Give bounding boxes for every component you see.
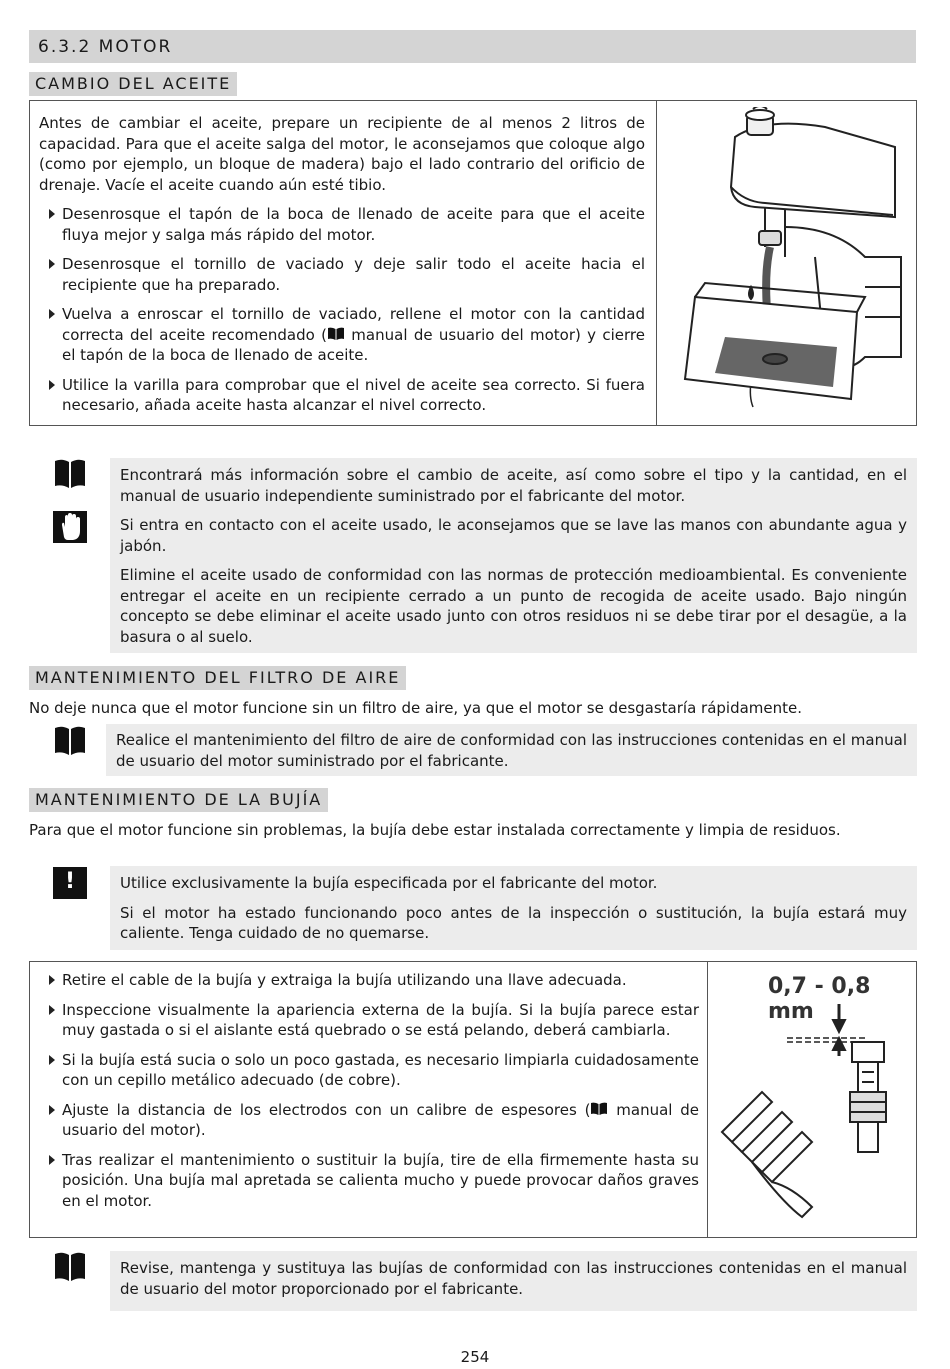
spark-plug-heading: MANTENIMIENTO DE LA BUJÍA	[29, 788, 328, 812]
oil-intro: Antes de cambiar el aceite, prepare un recipiente de al menos 2 litros de capacidad. Para que el aceite salga del motor, le aconsejamos que coloque algo (como por ejemplo, un bloque de madera) bajo el lado contrario del orificio de drenaje. Vacíe el aceite cuando aún esté tibio.	[39, 114, 645, 194]
plug-step-4-tail: manual de usuario del motor).	[62, 1100, 699, 1139]
air-filter-text: No deje nunca que el motor funcione sin un filtro de aire, ya que el motor se desgastaría rápidamente.	[29, 699, 803, 717]
spark-plug-note-box	[110, 1251, 917, 1311]
hand-icon	[53, 511, 87, 543]
spark-plug-warning-1: Utilice exclusivamente la bujía especificada por el fabricante del motor.	[120, 874, 658, 892]
oil-step-1: Desenrosque el tapón de la boca de llenado de aceite para que el aceite fluya mejor y salga más rápido del motor.	[39, 204, 645, 245]
box-divider	[707, 962, 708, 1237]
warning-icon: !	[53, 867, 87, 899]
oil-note-hands: Si entra en contacto con el aceite usado, le aconsejamos que se lave las manos con abundante agua y jabón.	[120, 516, 907, 555]
oil-change-text	[39, 113, 645, 425]
oil-notes-box	[110, 458, 917, 653]
page-number: 254	[460, 1348, 490, 1366]
oil-step-3	[39, 304, 645, 366]
box-divider	[656, 101, 657, 425]
oil-change-box	[29, 100, 917, 426]
plug-step-4-text: Ajuste la distancia de los electrodos con un calibre de espesores (	[62, 1100, 591, 1119]
air-filter-note-box	[106, 724, 917, 776]
oil-note-info: Encontrará más información sobre el cambio de aceite, así como sobre el tipo y la cantidad, en el manual de usuario independiente suministrado por el fabricante del motor.	[120, 466, 907, 505]
air-filter-heading: MANTENIMIENTO DEL FILTRO DE AIRE	[29, 666, 406, 690]
section-title: 6.3.2 MOTOR	[38, 37, 173, 57]
oil-note-disposal: Elimine el aceite usado de conformidad con las normas de protección medioambiental. Es conveniente entregar el aceite en un recipiente cerrado a un punto de recogida de aceite usado. Bajo ningún concepto se debe eliminar el aceite usado junto con otros residuos ni se debe tirar por el desagüe, a la basura o al suelo.	[120, 566, 907, 646]
plug-step-3: Si la bujía está sucia o solo un poco gastada, es necesario limpiarla cuidadosamente con un cepillo metálico adecuado (de cobre).	[39, 1050, 699, 1091]
plug-step-1: Retire el cable de la bujía y extraiga la bujía utilizando una llave adecuada.	[39, 970, 699, 991]
gap-label: 0,7 - 0,8 mm	[768, 974, 871, 1024]
oil-drain-illustration	[665, 107, 911, 419]
book-icon	[53, 725, 87, 757]
oil-step-3-text: Vuelva a enroscar el tornillo de vaciado, rellene el motor con la cantidad correcta del aceite recomendado (	[62, 305, 645, 344]
spark-plug-warning-box	[110, 866, 917, 950]
oil-step-2: Desenrosque el tornillo de vaciado y deje salir todo el aceite hacia el recipiente que ha preparado.	[39, 254, 645, 295]
spark-plug-box	[29, 961, 917, 1238]
hand-glyph	[53, 511, 87, 543]
book-icon	[327, 327, 345, 341]
spark-plug-illustration	[712, 1002, 912, 1234]
oil-step-3-tail: manual de usuario del motor) y cierre el tapón de la boca de llenado de aceite.	[62, 325, 646, 364]
book-icon	[53, 1251, 87, 1283]
plug-step-4	[39, 1100, 699, 1141]
spark-plug-steps	[39, 970, 699, 1220]
plug-step-5: Tras realizar el mantenimiento o sustituir la bujía, tire de ella firmemente hasta su posición. Una bujía mal apretada se calienta mucho y puede provocar daños graves en el motor.	[39, 1150, 699, 1212]
oil-change-heading: CAMBIO DEL ACEITE	[29, 72, 237, 96]
book-icon	[53, 458, 87, 490]
oil-step-4: Utilice la varilla para comprobar que el nivel de aceite sea correcto. Si fuera necesario, añada aceite hasta alcanzar el nivel correcto.	[39, 375, 645, 416]
spark-plug-note: Revise, mantenga y sustituya las bujías de conformidad con las instrucciones contenidas en el manual de usuario del motor proporcionado por el fabricante.	[120, 1259, 907, 1298]
spark-plug-warning-2: Si el motor ha estado funcionando poco antes de la inspección o sustitución, la bujía estará muy caliente. Tenga cuidado de no quemarse.	[120, 903, 907, 942]
spark-plug-text: Para que el motor funcione sin problemas, la bujía debe estar instalada correctamente y limpia de residuos.	[29, 821, 841, 839]
book-icon	[590, 1102, 608, 1116]
section-title-bar	[29, 30, 916, 63]
air-filter-note: Realice el mantenimiento del filtro de aire de conformidad con las instrucciones contenidas en el manual de usuario del motor suministrado por el fabricante.	[116, 731, 907, 770]
plug-step-2: Inspeccione visualmente la apariencia externa de la bujía. Si la bujía parece estar muy gastada o si el aislante está quebrado o se está pelando, deberá cambiarla.	[39, 1000, 699, 1041]
